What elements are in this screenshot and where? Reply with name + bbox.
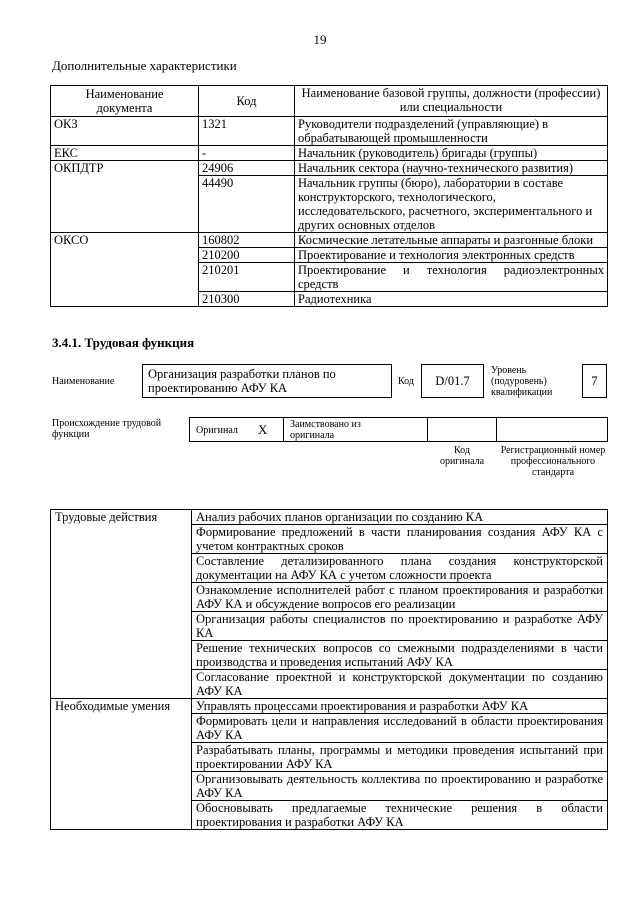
code-caption: Код оригинала (439, 445, 485, 467)
header-code: Код (199, 86, 295, 117)
skill-item: Управлять процессами проектирования и разработки АФУ КА (192, 699, 608, 714)
cell-code: 160802 (199, 233, 295, 248)
cell-doc: ОКСО (51, 233, 199, 307)
table-row (51, 233, 608, 248)
header-name: Наименование базовой группы, должности (профессии) или специальности (295, 86, 608, 117)
code-value: D/01.7 (435, 374, 470, 388)
table-header-row (51, 86, 608, 117)
cell-name: Руководители подразделений (управляющие) в обрабатывающей промышленности (295, 117, 608, 146)
skill-item: Разрабатывать планы, программы и методики проведения испытаний при проектировании АФУ КА (192, 743, 608, 772)
original-label: Оригинал (196, 425, 238, 436)
skill-item: Формировать цели и направления исследований в области проектирования АФУ КА (192, 714, 608, 743)
function-heading: 3.4.1. Трудовая функция (52, 335, 195, 350)
borrowed-label: Заимствовано из оригинала (290, 419, 361, 441)
cell-name: Начальник группы (бюро), лаборатории в составе конструкторского, технологического, исследовательского, расчетного, экспериментального и других основных отделов (295, 176, 608, 233)
action-item: Решение технических вопросов со смежными подразделениями в части производства и проведения испытаний АФУ КА (192, 641, 608, 670)
page-number: 19 (313, 32, 327, 47)
origin-cell-original (189, 417, 284, 442)
reg-caption: Регистрационный номер профессионального стандарта (500, 445, 606, 478)
code-box (421, 364, 484, 398)
extra-characteristics-table (50, 85, 608, 307)
action-item: Составление детализированного плана создания конструкторской документации на АФУ КА с учетом сложности проекта (192, 554, 608, 583)
skill-item: Обосновывать предлагаемые технические решения в области проектирования и разработки АФУ КА (192, 801, 608, 830)
name-label: Наименование (52, 376, 115, 387)
action-item: Формирование предложений в части планирования создания АФУ КА с учетом контрактных сроков (192, 525, 608, 554)
cell-name: Начальник (руководитель) бригады (группы) (295, 146, 608, 161)
skills-label: Необходимые умения (51, 699, 192, 830)
actions-label: Трудовые действия (51, 510, 192, 699)
cell-code: 1321 (199, 117, 295, 146)
cell-name: Проектирование и технология радиоэлектронных средств (295, 263, 608, 292)
cell-code: - (199, 146, 295, 161)
action-item: Согласование проектной и конструкторской документации по созданию АФУ КА (192, 670, 608, 699)
code-label: Код (398, 376, 414, 387)
table-row (51, 146, 608, 161)
cell-name: Начальник сектора (научно-технического развития) (295, 161, 608, 176)
original-mark: X (258, 422, 268, 437)
level-value: 7 (591, 374, 598, 388)
cell-doc: ЕКС (51, 146, 199, 161)
function-name-box (142, 364, 392, 398)
level-label: Уровень (подуровень) квалификации (491, 365, 553, 398)
origin-cell-code (427, 417, 497, 442)
cell-name: Космические летательные аппараты и разгонные блоки (295, 233, 608, 248)
cell-code: 210201 (199, 263, 295, 292)
header-doc: Наименование документа (51, 86, 199, 117)
table-row (51, 510, 608, 525)
table-row (51, 161, 608, 176)
table-row (51, 117, 608, 146)
cell-name: Радиотехника (295, 292, 608, 307)
cell-doc: ОКПДТР (51, 161, 199, 233)
cell-name: Проектирование и технология электронных средств (295, 248, 608, 263)
skill-item: Организовывать деятельность коллектива по проектированию и разработке АФУ КА (192, 772, 608, 801)
cell-code: 44490 (199, 176, 295, 233)
action-item: Ознакомление исполнителей работ с планом проектирования и разработки АФУ КА и обсуждение вопросов его реализации (192, 583, 608, 612)
function-name-value: Организация разработки планов по проектированию АФУ КА (148, 367, 336, 395)
section-title: Дополнительные характеристики (52, 58, 237, 73)
origin-cell-reg (496, 417, 608, 442)
cell-code: 210200 (199, 248, 295, 263)
origin-label: Происхождение трудовой функции (52, 418, 162, 440)
action-item: Организация работы специалистов по проектированию и разработке АФУ КА (192, 612, 608, 641)
cell-code: 24906 (199, 161, 295, 176)
actions-table (50, 509, 608, 830)
cell-doc: ОКЗ (51, 117, 199, 146)
table-row (51, 699, 608, 714)
action-item: Анализ рабочих планов организации по созданию КА (192, 510, 608, 525)
origin-cell-borrowed (283, 417, 428, 442)
cell-code: 210300 (199, 292, 295, 307)
level-box (582, 364, 607, 398)
